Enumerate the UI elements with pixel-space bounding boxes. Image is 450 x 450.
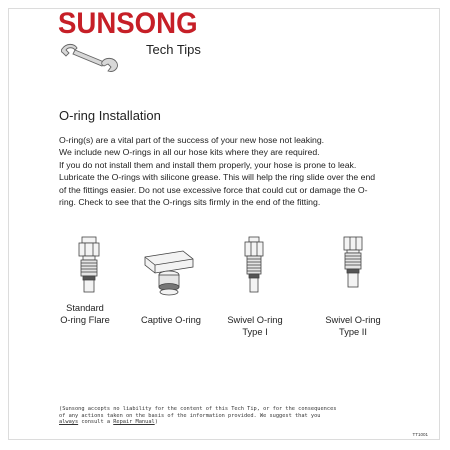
section-title: O-ring Installation [59,108,161,123]
body-paragraph [59,134,399,208]
disclaimer-text: ) [154,419,158,426]
always-emphasis: always [59,419,79,426]
fitting-label-line: O-ring Flare [60,315,110,325]
disclaimer-line: of any actions taken on the basis of the information provided. We suggest that you [59,412,321,419]
fitting-label-captive-o-ring [136,314,206,326]
tech-tips-heading: Tech Tips [146,42,201,57]
paragraph-line: If you do not install them and install them properly, your hose is prone to leak. [59,159,357,170]
fitting-label-line: Type II [339,327,367,337]
fitting-label-line: Swivel O-ring [227,315,283,325]
fitting-label-line: Standard [66,303,104,313]
fitting-label-line: Captive O-ring [141,315,201,325]
paragraph-line: of the fittings easier. Do not use excessive force that could cut or damage the O- [59,184,368,195]
swivel-o-ring-type-i-illustration [241,236,267,294]
paragraph-line: ring. Check to see that the O-rings sits firmly in the end of the fitting. [59,197,321,208]
fitting-label-swivel-type-i [224,314,286,338]
disclaimer-line [59,419,429,426]
wrench-icon [58,40,122,74]
repair-manual-link[interactable]: Repair Manual [113,419,155,426]
fitting-label-standard-o-ring-flare [56,302,114,326]
paragraph-line: We include new O-rings in all our hose kits where they are required. [59,147,320,158]
sunsong-logo: SUNSONG [58,7,198,40]
standard-o-ring-flare-illustration [76,236,102,294]
fitting-label-line: Type I [242,327,268,337]
document-code: TT1001 [412,432,428,437]
swivel-o-ring-type-ii-illustration [340,236,366,294]
captive-o-ring-illustration [139,247,197,297]
fitting-label-line: Swivel O-ring [325,315,381,325]
fitting-label-swivel-type-ii [322,314,384,338]
paragraph-line: O-ring(s) are a vital part of the success of your new hose not leaking. [59,135,325,145]
disclaimer-text: consult a [78,419,114,426]
disclaimer-line: (Sunsong accepts no liability for the content of this Tech Tip, or for the consequences [59,406,337,412]
disclaimer [59,406,429,426]
paragraph-line: Lubricate the O-rings with silicone grease. This will help the ring slide over the end [59,172,376,183]
